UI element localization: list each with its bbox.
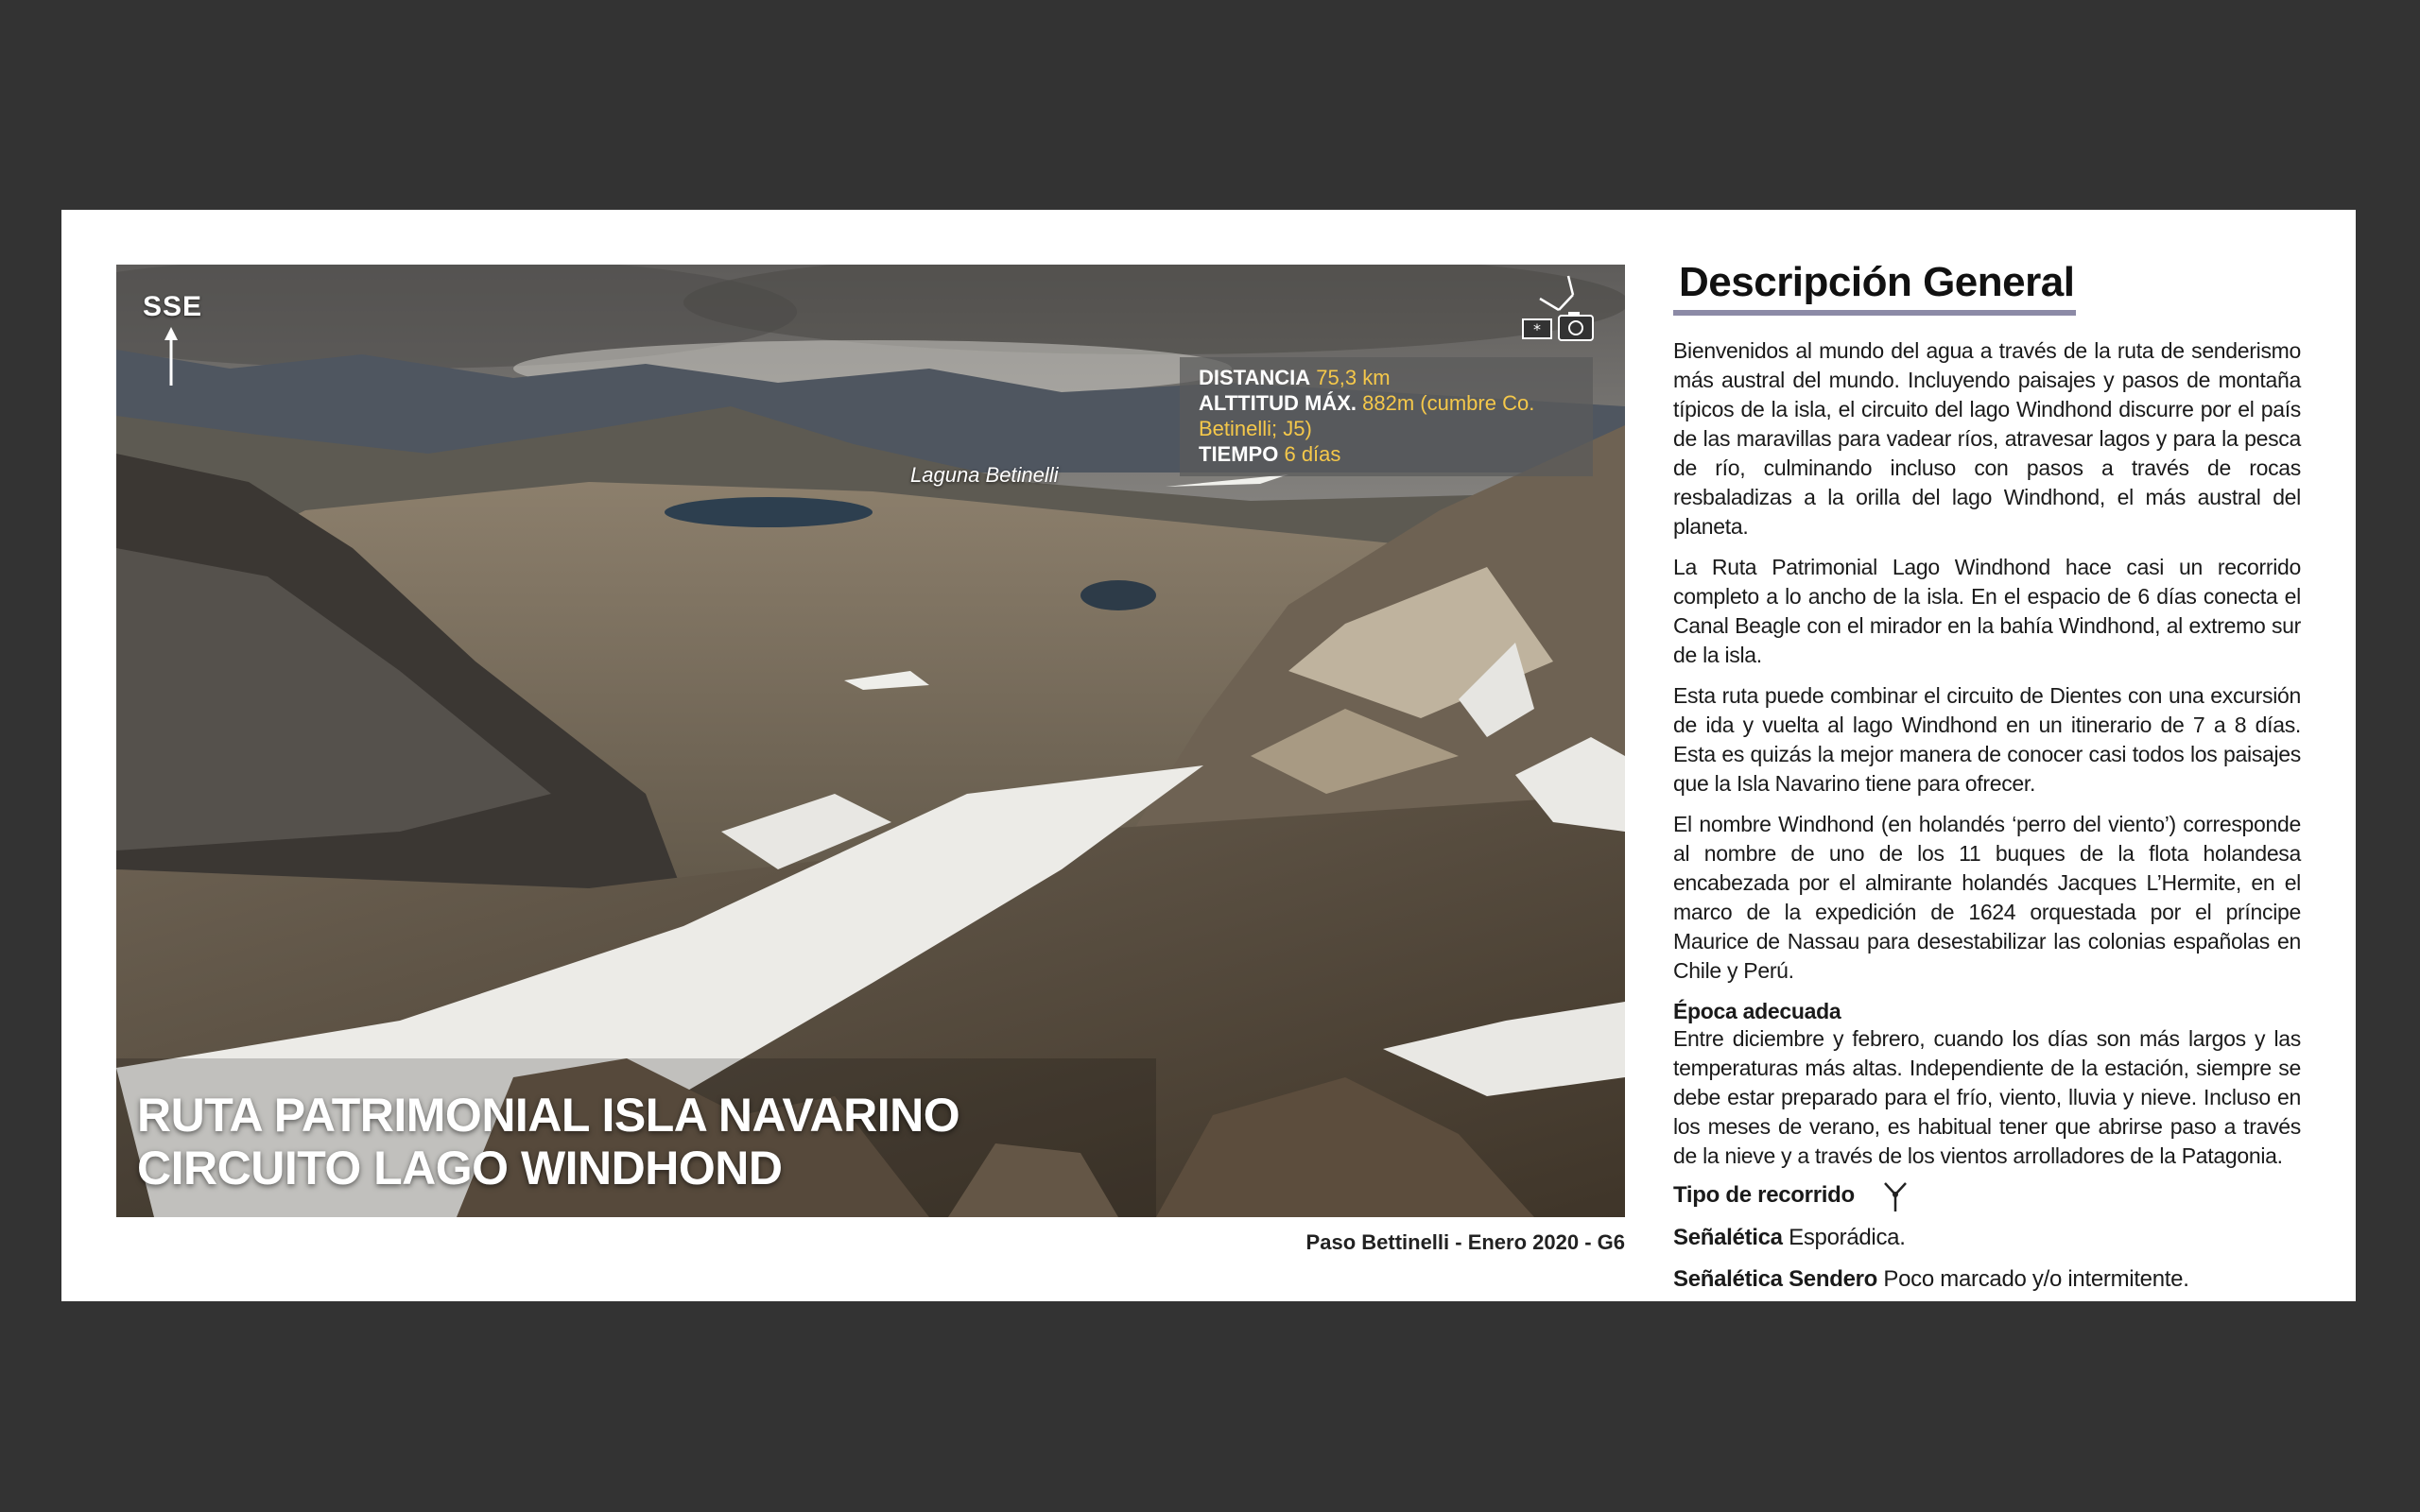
svg-text:*: *: [1533, 320, 1541, 338]
signage-label: Señalética: [1673, 1224, 1783, 1250]
description-paragraph: Bienvenidos al mundo del agua a través de la ruta de senderismo más austral del mundo. Incluyendo paisajes y pasos de montaña típicos de la isla, el circuito del lago Windhond discurre por el país de las maravillas para vadear ríos, atravesar lagos y para la pesca de río, culminando incluso con pasos a través de rocas resbaladizas a la orilla del lago Windhond, el más austral del planeta.: [1673, 338, 2301, 539]
route-title-line1: RUTA PATRIMONIAL ISLA NAVARINO: [137, 1089, 960, 1142]
route-type-label: Tipo de recorrido: [1673, 1182, 1855, 1208]
signage-value: Esporádica.: [1789, 1224, 1906, 1250]
trail-signage-row: [1673, 1263, 2301, 1297]
signage-row: [1673, 1221, 2301, 1255]
route-title: [137, 1089, 959, 1194]
trail-signage-value: Poco marcado y/o intermitente.: [1883, 1265, 2189, 1292]
compass-indicator: [143, 291, 203, 386]
brochure-page: [61, 210, 2356, 1301]
stat-max-altitude: ALTTITUD MÁX. 882m (cumbre Co. Betinelli; J5): [1199, 391, 1535, 440]
stat-time: TIEMPO 6 días: [1199, 442, 1341, 466]
description-column: [1673, 259, 2301, 1297]
description-paragraph: El nombre Windhond (en holandés ‘perro del viento’) corresponde al nombre de uno de los 11 buques de la flota holandesa encabezada por el almirante holandés Jacques L’Hermite, en el marco de la expedición de 1624 orquestada por el príncipe Maurice de Nassau para desestabilizar las colonias españolas en Chile y Perú.: [1673, 812, 2301, 983]
trail-signage-label: Señalética Sendero: [1673, 1265, 1878, 1292]
camera-drone-icon: [1521, 274, 1597, 346]
compass-direction: SSE: [143, 291, 203, 322]
season-paragraph: Entre diciembre y febrero, cuando los días son más largos y las temperaturas más altas. Independiente de la estación, siempre se debe estar preparado para el frío, viento, lluvia y nieve. Incluso en los meses de verano, es habitual tener que abrirse paso a través de la nieve y a través de los vientos arrolladores de la Patagonia.: [1673, 1026, 2301, 1168]
season-heading: Época adecuada: [1673, 999, 1841, 1023]
route-branch-icon: [1881, 1179, 1910, 1213]
route-stats-box: [1180, 357, 1593, 476]
photo-caption: Paso Bettinelli - Enero 2020 - G6: [1305, 1230, 1625, 1254]
landscape-photo: [116, 265, 1625, 1217]
north-arrow-icon: [162, 325, 181, 386]
route-type-row: [1673, 1178, 2301, 1213]
stat-distance: DISTANCIA 75,3 km: [1199, 366, 1391, 389]
section-heading: Descripción General: [1673, 259, 2076, 316]
lake-label: Laguna Betinelli: [910, 463, 1059, 487]
description-paragraph: Esta ruta puede combinar el circuito de Dientes con una excursión de ida y vuelta al lago Windhond en un itinerario de 7 a 8 días. Esta es quizás la mejor manera de conocer casi todos los paisajes que la Isla Navarino tiene para ofrecer.: [1673, 683, 2301, 796]
route-title-line2: CIRCUITO LAGO WINDHOND: [137, 1142, 783, 1194]
description-paragraph: La Ruta Patrimonial Lago Windhond hace casi un recorrido completo a lo ancho de la isla. En el espacio de 6 días conecta el Canal Beagle con el mirador en la bahía Windhond, al extremo sur de la isla.: [1673, 555, 2301, 667]
